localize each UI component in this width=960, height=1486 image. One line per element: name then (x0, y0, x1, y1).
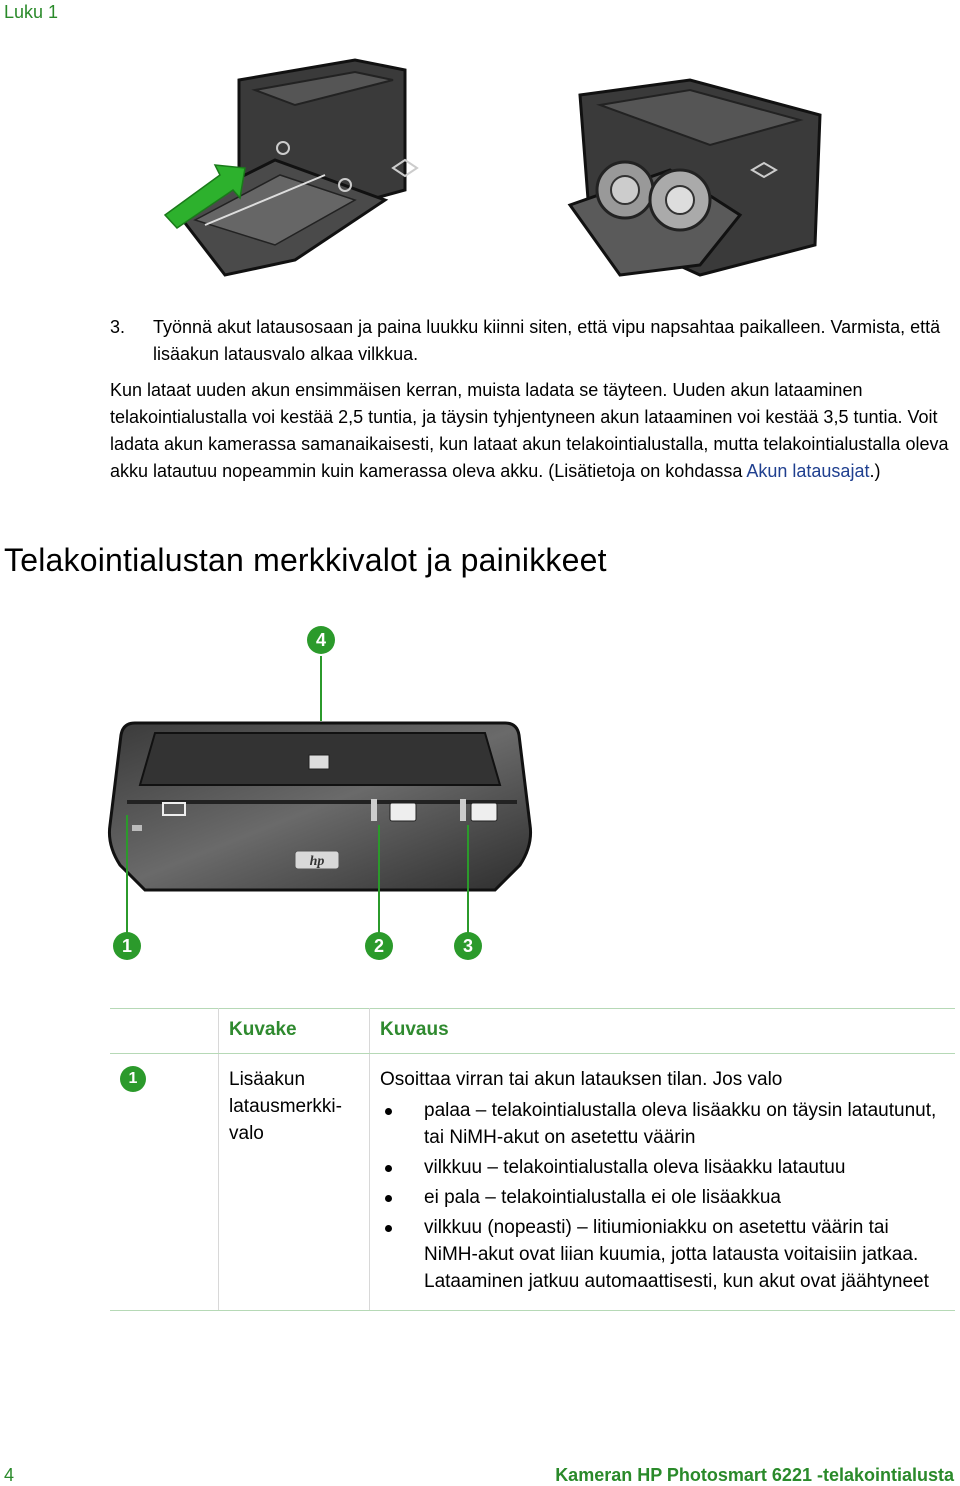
step-text: Työnnä akut latausosaan ja paina luukku kiinni siten, että vipu napsahtaa paikalleen. Varmista, että lisäakun latausvalo alkaa vilkkua. (153, 317, 941, 364)
dock-illustration (105, 715, 535, 905)
section-title: Telakointialustan merkkivalot ja painikkeet (4, 542, 607, 578)
paragraph-text: Kun lataat uuden akun ensimmäisen kerran, muista ladata se täyteen. Uuden akun lataaminen telakointialustalla voi kestää 2,5 tuntia, ja täysin tyhjentyneen akun lataaminen voi kestää 3,5 tuntia. Voit ladata akun kamerassa samanaikaisesti, kun lataat akun telakointialustalla, mutta telakointialustalla oleva akku latautuu nopeammin kuin kamerassa oleva akku. (Lisätietoja on kohdassa (110, 380, 949, 481)
header-description: Kuvaus (370, 1009, 956, 1054)
paragraph-after: .) (869, 461, 881, 481)
table-row (110, 1054, 955, 1311)
callout-2: 2 (365, 932, 393, 960)
footer-title: Kameran HP Photosmart 6221 -telakointialusta (555, 1465, 954, 1485)
charging-paragraph (110, 377, 955, 485)
battery-bay-illustration (560, 75, 860, 305)
callout-1-leader (126, 815, 128, 933)
callout-3-leader (467, 825, 469, 933)
legend-table (110, 1008, 955, 1311)
list-item: vilkkuu – telakointialustalla oleva lisäakku latautuu (380, 1154, 945, 1181)
callout-2-leader (378, 825, 380, 933)
list-item: vilkkuu (nopeasti) – litiumioniakku on asetettu väärin tai NiMH-akut ovat liian kuumia, jotta latausta voitaisiin jatkaa. Lataaminen jatkuu automaattisesti, kun akut ovat jäähtyneet (380, 1214, 945, 1295)
chapter-header: Luku 1 (4, 2, 59, 22)
header-callout (110, 1009, 219, 1054)
list-item: palaa – telakointialustalla oleva lisäakku on täysin latautunut, tai NiMH-akut on asetettu väärin (380, 1097, 945, 1151)
description-cell (370, 1054, 956, 1311)
row-callout-cell (110, 1054, 219, 1311)
page-number: 4 (4, 1465, 15, 1485)
callout-4: 4 (307, 626, 335, 654)
step-3 (110, 314, 950, 368)
legend-header-row (110, 1009, 955, 1054)
step-number: 3. (110, 317, 126, 337)
header-icon: Kuvake (219, 1009, 370, 1054)
charging-times-link[interactable]: Akun latausajat (746, 461, 870, 481)
status-list (380, 1097, 945, 1295)
list-item: ei pala – telakointialustalla ei ole lisäakkua (380, 1184, 945, 1211)
battery-insert-illustration (155, 50, 485, 310)
description-text: Osoittaa virran tai akun latauksen tilan. Jos valo (380, 1069, 783, 1090)
callout-3: 3 (454, 932, 482, 960)
icon-label: Lisäakun latausmerkki-valo (219, 1054, 370, 1311)
hp-logo: hp (309, 854, 325, 869)
row-callout-1: 1 (120, 1066, 146, 1092)
callout-1: 1 (113, 932, 141, 960)
callout-4-leader (320, 656, 322, 721)
